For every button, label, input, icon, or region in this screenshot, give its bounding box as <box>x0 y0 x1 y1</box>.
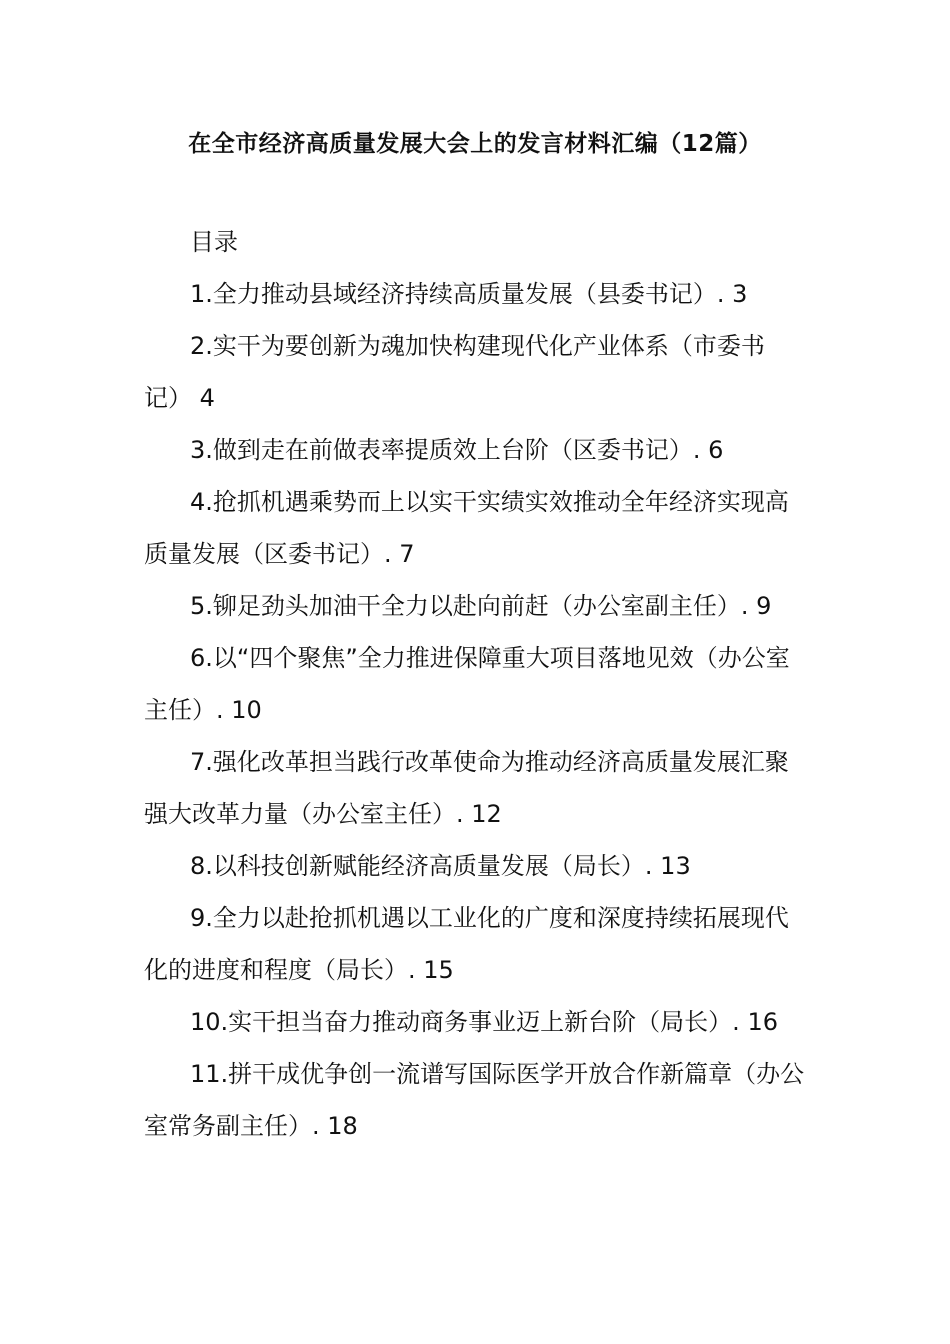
toc-entry-2[interactable] <box>144 320 808 424</box>
toc-entry-3[interactable] <box>144 424 808 476</box>
toc-entry-9[interactable] <box>144 892 808 996</box>
toc-entry-page: 4 <box>199 384 215 412</box>
toc-entry-separator: . <box>408 956 424 984</box>
toc-entry-title: 8.以科技创新赋能经济高质量发展（局长） <box>190 852 645 880</box>
toc-entry-title: 3.做到走在前做表率提质效上台阶（区委书记） <box>190 436 693 464</box>
toc-entry-separator: . <box>384 540 400 568</box>
toc-entry-separator: . <box>312 1112 328 1140</box>
toc-entry-11[interactable] <box>144 1048 808 1152</box>
table-of-contents <box>144 216 808 1152</box>
toc-entry-1[interactable] <box>144 268 808 320</box>
toc-entry-8[interactable] <box>144 840 808 892</box>
toc-entry-title: 11.拼干成优争创一流谱写国际医学开放合作新篇章（办公室常务副主任） <box>144 1060 805 1140</box>
toc-entry-page: 3 <box>732 280 748 308</box>
toc-entry-5[interactable] <box>144 580 808 632</box>
toc-heading: 目录 <box>190 228 238 256</box>
toc-entry-page: 16 <box>747 1008 778 1036</box>
toc-entry-title: 7.强化改革担当践行改革使命为推动经济高质量发展汇聚强大改革力量（办公室主任） <box>144 748 789 828</box>
toc-entry-separator: . <box>732 1008 748 1036</box>
toc-entry-title: 10.实干担当奋力推动商务事业迈上新台阶（局长） <box>190 1008 733 1036</box>
toc-entry-title: 2.实干为要创新为魂加快构建现代化产业体系（市委书记） <box>144 332 765 412</box>
toc-entry-title: 6.以“四个聚焦”全力推进保障重大项目落地见效（办公室主任） <box>144 644 790 724</box>
toc-entry-title: 5.铆足劲头加油干全力以赴向前赶（办公室副主任） <box>190 592 741 620</box>
toc-entry-page: 15 <box>423 956 454 984</box>
toc-entry-4[interactable] <box>144 476 808 580</box>
document-title: 在全市经济高质量发展大会上的发言材料汇编（12篇） <box>188 131 762 157</box>
toc-entry-separator <box>192 384 200 412</box>
toc-entry-separator: . <box>740 592 757 620</box>
toc-entry-page: 12 <box>471 800 502 828</box>
toc-entry-page: 18 <box>327 1112 358 1140</box>
toc-entry-separator: . <box>716 280 733 308</box>
toc-entry-10[interactable] <box>144 996 808 1048</box>
toc-entry-page: 9 <box>756 592 772 620</box>
toc-entry-7[interactable] <box>144 736 808 840</box>
toc-entry-page: 13 <box>660 852 691 880</box>
toc-entry-separator: . <box>456 800 472 828</box>
toc-entry-separator: . <box>692 436 709 464</box>
toc-entry-separator: . <box>216 696 232 724</box>
toc-entry-page: 6 <box>708 436 724 464</box>
toc-entry-page: 7 <box>399 540 415 568</box>
toc-entry-title: 1.全力推动县域经济持续高质量发展（县委书记） <box>190 280 717 308</box>
toc-entry-title: 9.全力以赴抢抓机遇以工业化的广度和深度持续拓展现代化的进度和程度（局长） <box>144 904 789 984</box>
toc-entry-page: 10 <box>231 696 262 724</box>
toc-entry-title: 4.抢抓机遇乘势而上以实干实绩实效推动全年经济实现高质量发展（区委书记） <box>144 488 789 568</box>
toc-entry-6[interactable] <box>144 632 808 736</box>
toc-entry-separator: . <box>644 852 661 880</box>
